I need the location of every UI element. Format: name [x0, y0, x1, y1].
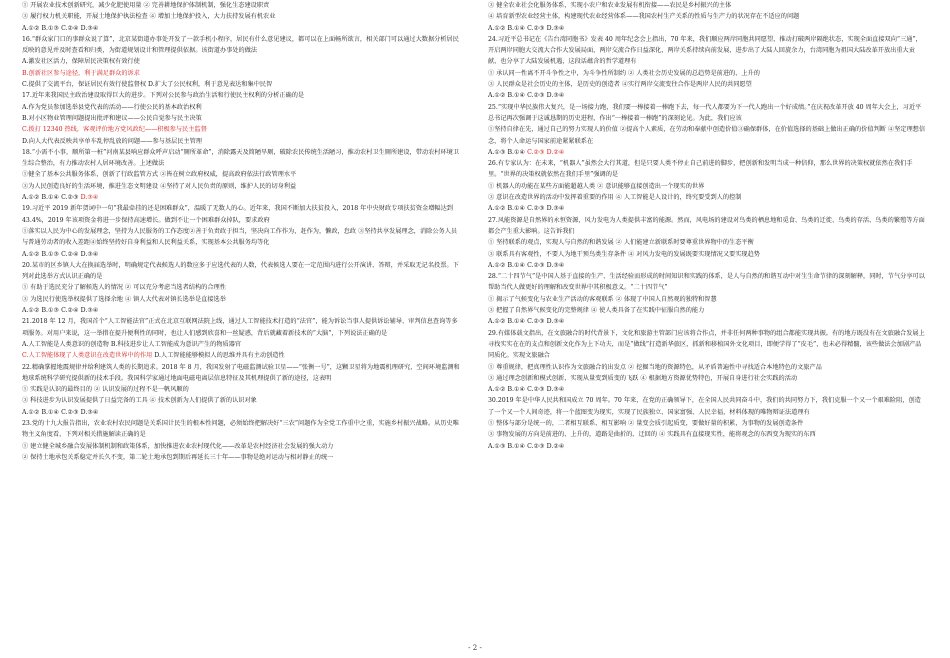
- left-line: 22.精确掌握地震规律并给利建筑人类的长期追求。2018 年 8 月，我国发射了电磁监测试验卫星——“张衡一号”，这颗卫星将为地震机理研究、空间环境监测和地球系统科学研究提供新的技术手段。我国科学家通过地面电磁电离层信息特征及其机理提供了新的途径，这表明: [22, 363, 460, 382]
- left-line: ①健全了基本公共服务体系，创新了行政监管方式 ②皆在树立政府权威，提高政府依法行政管理水平: [22, 171, 297, 179]
- left-line: 17.近年来我国民主政治建设取得巨大的进步。下列对公民参与政治生活和行使民主权利的分析正确的是: [22, 92, 305, 100]
- left-line: A.激发社区活力，保障居民决策权有效行使: [22, 58, 140, 66]
- right-line: ① 尊重规律，把真理性认识作为文旅融合的出发点 ② 挖掘当地的资源特色，从矛盾普遍性中寻找适合本地特色的文旅产品: [488, 363, 822, 371]
- line-text: C.人工智能体现了人类意识在改造世界中的作用: [22, 352, 153, 360]
- line-text: A.①③ B.①④: [488, 148, 528, 156]
- right-line: [488, 147, 926, 158]
- right-line: A.①② B.①④ C.②③ D.③④: [488, 24, 565, 32]
- right-line: 26.有专家认为：在未来，“机器人”虽然会大行其道，但是只要人类不停止自己前进的脚步，把创新和发明当成一种信仰，那么世界的决策权就依然在我们手里。“世界的决策权就依然在我们手里”强调的是: [488, 160, 913, 179]
- left-line: C.提供了交流平台，保证居民有效行使监督权 D.扩大了公民权利，利于意见表达和集中民智: [22, 81, 273, 89]
- left-line: A.①② B.①③ C.②④ D.③④: [22, 250, 99, 258]
- left-line: ① 实践是认识的最终目的 ② 认识发展的过程不是一帆风顺的: [22, 386, 189, 394]
- line-text: A.①② B.①④ C.②③: [22, 194, 81, 202]
- right-line: A.①② B.①④ C.②③ D.③④: [488, 205, 565, 213]
- right-line: ③ 事物发展的方向是前进的、上升的，道路是曲折的、迂回的 ④ 实践具有直接现实性，能将观念的东西变为现实的东西: [488, 431, 816, 439]
- right-line: ① 揭示了气候变化与农业生产活动的客观联系 ② 体现了中国人自然观的独特和智慧: [488, 295, 717, 303]
- left-line: 16.“群众家门口的事群众说了算”，北京某街道办事处开发了一款手机小程序，居民有什么意见建议，都可以在上面畅所欲言，相关部门可以通过大数据分析居民反映的意见并及时查看和归类，为街道规划设计和管理提供依据。该街道办事处的做法: [22, 35, 459, 55]
- left-line: 23.党的十九大报告指出，农业农村农民问题是关系国计民生的根本性问题，必须始终把解决好“三农”问题作为全党工作重中之重，实施乡村振兴战略。从历史唯物主义角度看，下列对相关措施解读正确的是: [22, 419, 459, 439]
- left-line: ③为人民创造良好的生活环境，推进生态文明建设 ④坚持了对人民负责的原则，维护人民的切身利益: [22, 182, 297, 190]
- left-line: D.向人大代表反映共享单车乱停乱放的问题——参与基层民主管理: [22, 137, 202, 145]
- left-line: 19.习近平 2019 新年贺词中一句“我最牵挂的还是困难群众”，温暖了无数人的心。近年来，我国不断加大扶贫投入，2018 年中央财政专项扶贫资金增幅达到 43.4%，2019 年该项资金将进一步保持高速增长。做到不让一个困难群众掉队，要求政府: [22, 205, 453, 224]
- left-line: A.①② B.①③ C.②④ D.③④: [22, 307, 99, 315]
- left-line: ① 有助于选民充分了解候选人的情况 ② 可以充分考虑当选者结构的合理性: [22, 284, 226, 292]
- right-line: ① 整体与部分是统一的，二者相互联系、相互影响 ② 量变会质引起质变，要做好量的积累，为事物的发展创造条件: [488, 419, 804, 427]
- right-line: A.①② B.①④ C.②③ D.③④: [488, 386, 565, 394]
- right-line: 28.“二十四节气”是中国人基于直接的生产、生活经验而形成的时间知识和实践的体系，是人与自然的和谐互动中对生生命节律的深刻解释，同时，节气分享可以帮助当代人做更好的理解和改变世界中其积极意义。“二十四节气”: [488, 273, 925, 292]
- line-text-tail: D.人工智能能够模拟人的思维并具有主动创造性: [152, 352, 285, 360]
- right-column: [488, 0, 926, 452]
- right-line: ① 机器人的功能在某些方面能超越人类 ② 意识能够直接创造出一个现实的世界: [488, 182, 705, 190]
- right-line: A.①③ B.①④ C.②③ D.②④: [488, 442, 565, 450]
- right-line: 25.“实现中华民族伟大复兴，是一场接力跑，我们要一棒接着一棒跑下去，每一代人都要为下一代人跑出一个好成绩。”在庆祝改革开放 40 周年大会上，习近平总书记再次强调于这诚恳期的历史进程，作出“一棒接着一棒跑”的深刻论见。为此，我们应该: [488, 103, 922, 122]
- right-line: 29.有媒体载文指出，在文旅融合的时代背景下，文化和旅游主管部门应该将合作点，并非任何两种事物的组合都能实现共振。有的地方既没有在文旅融合发展上寻找实实在在的支点和创新文化作为上下功夫，而是“做线”打造新华旅区，抓新和移植国外文化项目，即便学得了“皮毛”，也未必得精髓，该些做法会加剧产品同质化。实现文旅融合: [488, 329, 925, 360]
- left-line: A.人工智能是人类意识的创造物 B.科技进步让人工智能成为意识产生的物质器官: [22, 340, 242, 348]
- right-line: ③ 把握了自然界气候变化的完整规律 ④ 使人类具备了在实践中征服自然的能力: [488, 307, 705, 315]
- right-line: ① 坚持联系的观点，实现人与自然的和谐发展 ② 人们能建立新联系时要尊重世界物中的生态平衡: [488, 239, 754, 247]
- left-line: ③ 科技进步为认识发展提供了日益完备的工具 ④ 技术创新为人们提供了新的认识对象: [22, 397, 257, 405]
- right-line: ③ 意识在改造世界的活动中发挥着重要的作用 ④ 人工智能是人设计的，终究要受到人的控制: [488, 194, 742, 202]
- right-line: 24.习近平总书记在《告台湾同胞书》发表 40 周年纪念会上指出，70 年来，我们顺应两岸同胞共同愿望，推动打破两岸隔绝状态，实现全面直接双向“三通”，开启两岸同胞大交流大合作大发展局面，两岸交流合作日益深化，两岸关系持续向前发展，进步出了大陆人回旋余力，台湾同胞为祖国大陆改革开放出重大贡献，也分享了大陆发展机遇，这段话蕴含的哲学道理有: [488, 35, 922, 66]
- left-line: A.①② B.①④ C.②③ D.③④: [22, 408, 99, 416]
- right-line: ① 承认同一性离不开斗争性之中，为斗争性所制约 ② 人类社会历史发展的总趋势是前进的、上升的: [488, 69, 760, 77]
- left-column: [22, 0, 460, 463]
- left-line: ③ 履行权力机关职能，开展土地保护执法检查 ④ 增加土地保护投入，大力扶持发展有机农业: [22, 13, 276, 21]
- left-line: [22, 350, 460, 361]
- right-line: ③ 人民群众是社会历史的主体，是历史的创造者 ④实行两岸交流变往合作是两岸人民的共同愿望: [488, 81, 752, 89]
- left-line: B.对小区物业管理问题提出批评和建议——公民自觉参与民主决策: [22, 114, 202, 122]
- right-line: ④ 培育新型农业经营主体，构建现代农业经营体系——我国农村生产关系的性质与生产力的状况存在不适应的问题: [488, 13, 800, 21]
- left-line: A.①② B.①③ C.②④ D.③④: [22, 24, 99, 32]
- right-line: 30.2019 年是中华人民共和国成立 70 周年。70 年来，在党的正确领导下，在全国人民共同奋斗中，我们的共同努力下，我们克服一个又一个艰难险阻，创造了一个又一个人间奇迹，将一个蓝图变为现实，实现了民族独立、国家富强、人民幸福，材料体现的唯物辩证法道理有: [488, 397, 921, 416]
- right-line: ①坚持自律在先，通过自己的努力实现人的价值 ②提高个人素质，在劳动和奉献中创造价值③确保群体，在价值选择的基础上做出正确的价值判断 ④坚定理想信念，将个人命运与国家前途紧紧联系在: [488, 126, 926, 145]
- left-line: [22, 192, 460, 203]
- left-line: 20.某市的区乡镇人大在换届选举时，明确规定代表候选人的数应多于应选代表的人数，代表候选人要在一定范围内进行公开演讲、答辩，并采取无记名投票。下列对此选举方式认识正确的是: [22, 261, 459, 281]
- left-line: A.作为党员参加选举县党代表的活动——行使公民的基本政治权利: [22, 103, 202, 111]
- left-line: 18.“小需不小事，顺所第一桩”河南某县响应群众呼声启动“厕所革命”，消除露天及简陋旱厕，破除农民传统生活陋习，推动农村卫生厕所建设，带动农村环境卫生综合整治，有力推动农村人居环境改善。上述做法: [22, 148, 460, 168]
- left-line: ①落实以人民为中心的发展理念，坚持为人民服务的工作态度②善于负责政于担当，坚决向工作作为，赶作为，懒政，怠政 ③坚持共享发展理念，消除公务人员与普通劳动者的收入差距④始终坚持好自身利益和人民利益关系，实现基本公共服务均等化: [22, 227, 458, 247]
- right-line: 27.风能资源是自然界的永恒资源，风力发电为人类提供丰富的能源。然而，风电场的建设对鸟类的栖息地和觅食、鸟类的迁徙、鸟类的存活、鸟类的繁殖等方面都会产生重大影响。这告诉我们: [488, 216, 925, 235]
- right-line: ③ 健全农业社会化服务体系，实现小农户和农业发展有机衔接——农民是乡村振兴的主体: [488, 2, 732, 9]
- left-line: ③ 为选民行使选举权提供了选择余地 ④ 镇人大代表对镇长选举是直接选举: [22, 295, 226, 303]
- answer-highlight: C.②③ D.②④: [527, 148, 565, 156]
- answer-highlight: D.③④: [80, 194, 99, 202]
- left-line: ① 建立健全城乡融合发展体制机制和政策体系，加快推进农业农村现代化——改革是农村经济社会发展的强大动力: [22, 442, 334, 450]
- right-line: A.①② B.①④ C.②③ D.③④: [488, 318, 565, 326]
- left-line: ① 开展农业技术创新研究，减少化肥使用量 ② 完善耕地保护体制机制，强化生态建设职责: [22, 2, 270, 9]
- left-line: ② 保持土地承包关系稳定并长久不变，第二轮土地承包到期后再延长三十年——事物是绝对运动与相对静止的统一: [22, 453, 334, 461]
- left-line: C.拨打 12340 热线，客观评价地方党风政纪——积极参与民主监督: [22, 126, 207, 134]
- right-line: ③ 通过理念创新和模式创新，实现从量变到质变的飞跃 ④ 根据地方资源优势特色，开展自身进行社会实践的活动: [488, 374, 798, 382]
- left-line: B.创新社区参与途径，利于满足群众的诉求: [22, 69, 140, 77]
- right-line: A.①② B.①④ C.②③ D.③④: [488, 261, 565, 269]
- right-line: ③ 联系具有客观性，不要人为地干预鸟类生存条件 ④ 对风力发电的发展既要实现情况又要实现趋势: [488, 250, 760, 258]
- right-line: A.①② B.①④ C.②③ D.③④: [488, 92, 565, 100]
- page-number: - 2 -: [468, 644, 482, 652]
- left-line: 21.2018 年 12 月，我国首个“人工智能法官”正式在北京互联网法院上线，通过人工智能技术打造的“法官”，能为诉讼当事人提供诉讼辅导、审判信息查询等多项服务。对用户来说，这一举措在提升便利性的同时，也让人们感到欣喜和一丝疑惑，背后就藏着新技术的“大脑”，下列说法正确的是: [22, 318, 458, 337]
